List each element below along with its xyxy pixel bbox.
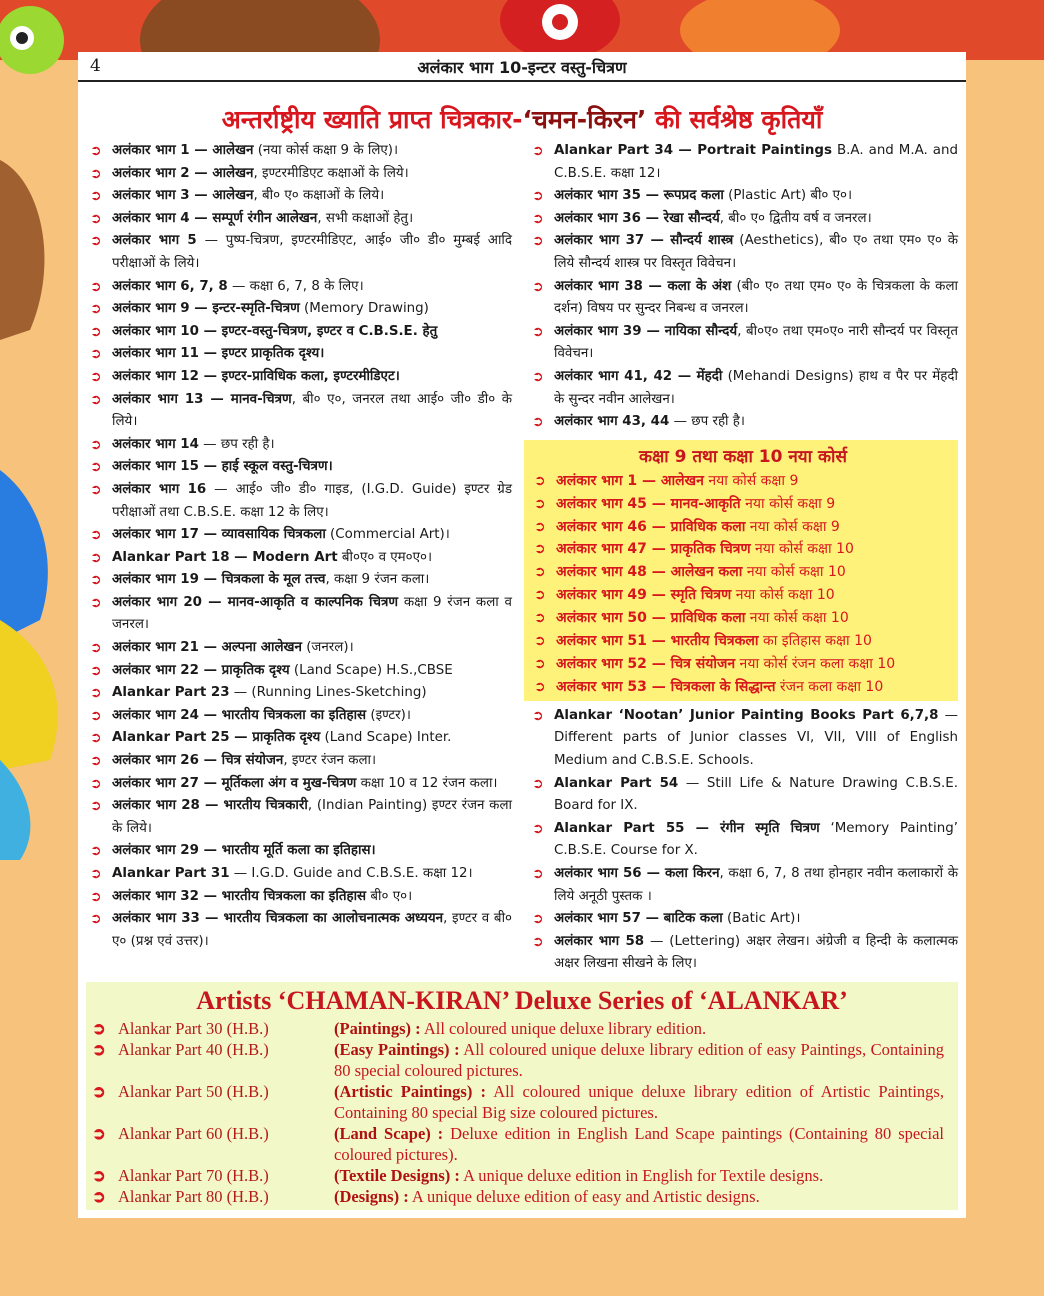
arrow-bullet-icon: ➲ bbox=[90, 188, 102, 205]
arrow-bullet-icon: ➲ bbox=[532, 323, 544, 340]
deluxe-description bbox=[334, 1081, 944, 1123]
arrow-bullet-icon: ➲ bbox=[90, 775, 102, 792]
item-detail: ‘Memory Painting’ C.B.S.E. Course for X. bbox=[554, 820, 959, 859]
deluxe-detail: Deluxe edition in English Land Scape paintings (Containing 80 special coloured pictures). bbox=[334, 1124, 944, 1164]
item-title: अलंकार भाग 20 — मानव-आकृति व काल्पनिक चित्रण bbox=[112, 594, 399, 610]
arrow-bullet-icon: ➲ bbox=[92, 1124, 106, 1143]
arrow-bullet-icon: ➲ bbox=[90, 798, 102, 815]
item-title: अलंकार भाग 35 — रूपप्रद कला bbox=[554, 188, 724, 204]
item-title: अलंकार भाग 28 — भारतीय चित्रकारी bbox=[112, 798, 308, 814]
deluxe-category: (Designs) : bbox=[334, 1187, 409, 1206]
item-detail: — पुष्प-चित्रण, इण्टरमीडिएट, आई० जी० डी० मुम्बई आदि परीक्षाओं के लिये। bbox=[112, 233, 512, 271]
page-title bbox=[78, 102, 966, 136]
item-title: अलंकार भाग 51 — भारतीय चित्रकला bbox=[556, 633, 759, 650]
arrow-bullet-icon: ➲ bbox=[90, 662, 102, 679]
item-title: अलंकार भाग 38 — कला के अंश bbox=[554, 278, 732, 294]
item-title: अलंकार भाग 17 — व्यावसायिक चित्रकला bbox=[112, 527, 326, 543]
deluxe-description bbox=[334, 1123, 944, 1165]
right-column bbox=[530, 140, 958, 976]
deluxe-item bbox=[86, 1165, 958, 1186]
item-detail: (नया कोर्स कक्षा 9 के लिए)। bbox=[253, 143, 399, 158]
item-detail: , (Indian Painting) इण्टर रंजन कला के लिये। bbox=[112, 798, 512, 836]
list-item bbox=[530, 230, 958, 275]
list-item bbox=[532, 584, 954, 607]
list-item bbox=[532, 538, 954, 561]
item-detail: (Commercial Art)। bbox=[325, 527, 450, 543]
item-title: अलंकार भाग 4 — सम्पूर्ण रंगीन आलेखन bbox=[112, 210, 318, 226]
arrow-bullet-icon: ➲ bbox=[92, 1082, 106, 1101]
item-title: अलंकार भाग 33 — भारतीय चित्रकला का आलोचनात्मक अध्ययन bbox=[112, 911, 444, 927]
item-title: अलंकार भाग 46 — प्राविधिक कला bbox=[556, 518, 746, 535]
deluxe-part: Alankar Part 60 (H.B.) bbox=[118, 1124, 269, 1143]
item-title: अलंकार भाग 24 — भारतीय चित्रकला का इतिहास bbox=[112, 707, 367, 723]
item-title: Alankar ‘Nootan’ Junior Painting Books Part 6,7,8 bbox=[554, 707, 939, 723]
page bbox=[78, 52, 966, 1218]
item-detail: , बी० ए० कक्षाओं के लिये। bbox=[253, 188, 385, 204]
arrow-bullet-icon: ➲ bbox=[90, 888, 102, 905]
arrow-bullet-icon: ➲ bbox=[90, 730, 102, 747]
item-title: Alankar Part 55 — रंगीन स्मृति चित्रण bbox=[554, 820, 820, 836]
item-detail: B.A. and M.A. and C.B.S.E. कक्षा 12। bbox=[554, 143, 958, 181]
list-item bbox=[88, 592, 512, 637]
arrow-bullet-icon: ➲ bbox=[90, 753, 102, 770]
list-item bbox=[88, 366, 512, 389]
item-detail: (बी० ए० तथा एम० ए० के चित्रकला के कला दर्शन) विषय पर सुन्दर निबन्ध व जनरल। bbox=[554, 278, 958, 317]
list-item bbox=[88, 840, 512, 863]
list-item bbox=[530, 140, 958, 185]
item-title: अलंकार भाग 41, 42 — मेंहदी bbox=[554, 368, 723, 384]
item-title: अलंकार भाग 14 bbox=[112, 436, 199, 452]
deluxe-description bbox=[334, 1186, 944, 1207]
deluxe-category: (Land Scape) : bbox=[334, 1124, 444, 1143]
new-course-box bbox=[524, 440, 958, 701]
item-title: अलंकार भाग 29 — भारतीय मूर्ति कला का इतिहास। bbox=[112, 843, 376, 859]
item-title: अलंकार भाग 56 — कला किरन bbox=[554, 865, 720, 881]
arrow-bullet-icon: ➲ bbox=[90, 143, 102, 159]
item-title: अलंकार भाग 53 — चित्रकला के सिद्धान्त bbox=[556, 678, 776, 695]
list-item bbox=[530, 185, 958, 208]
deluxe-category: (Artistic Paintings) : bbox=[334, 1082, 486, 1101]
deluxe-part: Alankar Part 80 (H.B.) bbox=[118, 1187, 269, 1206]
deluxe-part: Alankar Part 50 (H.B.) bbox=[118, 1082, 269, 1101]
arrow-bullet-icon: ➲ bbox=[534, 587, 546, 604]
item-title: अलंकार भाग 39 — नायिका सौन्दर्य bbox=[554, 323, 738, 339]
list-item bbox=[88, 479, 512, 524]
item-title: अलंकार भाग 27 — मूर्तिकला अंग व मुख-चित्रण bbox=[112, 775, 357, 791]
item-title: अलंकार भाग 57 — बाटिक कला bbox=[554, 911, 723, 927]
item-title: अलंकार भाग 22 — प्राकृतिक दृश्य bbox=[112, 662, 290, 678]
item-title: Alankar Part 25 — प्राकृतिक दृश्य bbox=[112, 730, 321, 746]
item-title: अलंकार भाग 11 — इण्टर प्राकृतिक दृश्य। bbox=[112, 346, 325, 362]
list-item bbox=[88, 637, 512, 660]
list-item bbox=[88, 524, 512, 547]
item-title: Alankar Part 31 bbox=[112, 866, 230, 881]
list-item bbox=[532, 653, 954, 676]
arrow-bullet-icon: ➲ bbox=[90, 278, 102, 295]
item-detail: बी० ए०। bbox=[366, 888, 413, 904]
item-title: अलंकार भाग 48 — आलेखन कला bbox=[556, 564, 743, 581]
arrow-bullet-icon: ➲ bbox=[90, 594, 102, 611]
list-item bbox=[88, 795, 512, 840]
list-item bbox=[88, 908, 512, 953]
arrow-bullet-icon: ➲ bbox=[90, 640, 102, 657]
item-detail: रंजन कला कक्षा 10 bbox=[775, 678, 884, 695]
list-item bbox=[88, 140, 512, 163]
arrow-bullet-icon: ➲ bbox=[90, 210, 102, 227]
deluxe-part: Alankar Part 70 (H.B.) bbox=[118, 1166, 269, 1185]
item-title: अलंकार भाग 9 — इन्टर-स्मृति-चित्रण bbox=[112, 301, 300, 317]
arrow-bullet-icon: ➲ bbox=[534, 678, 546, 695]
deluxe-item bbox=[86, 1186, 958, 1207]
list-item bbox=[530, 321, 958, 366]
list-item bbox=[88, 163, 512, 186]
arrow-bullet-icon: ➲ bbox=[534, 610, 546, 627]
item-detail: — कक्षा 6, 7, 8 के लिए। bbox=[227, 278, 364, 294]
arrow-bullet-icon: ➲ bbox=[90, 685, 102, 702]
item-title: अलंकार भाग 19 — चित्रकला के मूल तत्त्व bbox=[112, 572, 326, 588]
arrow-bullet-icon: ➲ bbox=[90, 368, 102, 385]
list-item bbox=[88, 276, 512, 299]
item-detail: (इण्टर)। bbox=[366, 707, 411, 723]
list-item bbox=[530, 773, 958, 818]
item-detail: नया कोर्स कक्षा 9 bbox=[703, 472, 799, 489]
list-item bbox=[530, 366, 958, 411]
arrow-bullet-icon: ➲ bbox=[534, 518, 546, 535]
item-title: अलंकार भाग 10 — इण्टर-वस्तु-चित्रण, इण्टर व C.B.S.E. हेतु bbox=[112, 323, 438, 339]
item-detail: (Land Scape) H.S.,CBSE bbox=[289, 662, 453, 678]
arrow-bullet-icon: ➲ bbox=[532, 414, 544, 431]
arrow-bullet-icon: ➲ bbox=[532, 933, 544, 950]
deluxe-item bbox=[86, 1039, 958, 1081]
item-title: अलंकार भाग 1 — आलेखन bbox=[556, 472, 704, 489]
item-detail: — (Running Lines-Sketching) bbox=[229, 685, 427, 701]
list-item bbox=[530, 818, 958, 863]
item-title: अलंकार भाग 36 — रेखा सौन्दर्य bbox=[554, 210, 720, 226]
deluxe-category: (Easy Paintings) : bbox=[334, 1040, 460, 1059]
list-item bbox=[532, 561, 954, 584]
list-item bbox=[532, 676, 954, 699]
list-item bbox=[530, 411, 958, 434]
arrow-bullet-icon: ➲ bbox=[92, 1187, 106, 1206]
item-title: अलंकार भाग 13 — मानव-चित्रण bbox=[112, 391, 292, 407]
item-detail: नया कोर्स कक्षा 10 bbox=[731, 587, 835, 604]
item-detail: — आई० जी० डी० गाइड, (I.G.D. Guide) इण्टर ग्रेड परीक्षाओं तथा C.B.S.E. कक्षा 12 के लिए। bbox=[112, 481, 512, 520]
arrow-bullet-icon: ➲ bbox=[534, 655, 546, 672]
list-item bbox=[532, 607, 954, 630]
item-title: अलंकार भाग 43, 44 bbox=[554, 414, 670, 430]
arrow-bullet-icon: ➲ bbox=[532, 775, 544, 792]
arrow-bullet-icon: ➲ bbox=[90, 843, 102, 860]
arrow-bullet-icon: ➲ bbox=[90, 911, 102, 928]
arrow-bullet-icon: ➲ bbox=[532, 820, 544, 837]
list-item bbox=[88, 682, 512, 705]
item-detail: , बी०ए० तथा एम०ए० नारी सौन्दर्य पर विस्तृत विवेचन। bbox=[554, 323, 958, 362]
arrow-bullet-icon: ➲ bbox=[90, 866, 102, 882]
item-detail: (Batic Art)। bbox=[722, 911, 801, 927]
arrow-bullet-icon: ➲ bbox=[90, 572, 102, 589]
item-title: अलंकार भाग 50 — प्राविधिक कला bbox=[556, 610, 746, 627]
list-item bbox=[532, 516, 954, 539]
list-item bbox=[88, 456, 512, 479]
arrow-bullet-icon: ➲ bbox=[90, 233, 102, 250]
list-item bbox=[88, 343, 512, 366]
deluxe-description bbox=[334, 1018, 944, 1039]
list-item bbox=[88, 886, 512, 909]
item-title: अलंकार भाग 32 — भारतीय चित्रकला का इतिहास bbox=[112, 888, 367, 904]
item-detail: , कक्षा 9 रंजन कला। bbox=[325, 572, 430, 588]
item-detail: — (Lettering) अक्षर लेखन। अंग्रेजी व हिन्दी के कलात्मक अक्षर लिखना सीखने के लिए। bbox=[554, 933, 958, 972]
list-item bbox=[88, 863, 512, 886]
arrow-bullet-icon: ➲ bbox=[532, 188, 544, 205]
deluxe-detail: All coloured unique deluxe library edition of Artistic Paintings, Containing 80 special Big size coloured pictures. bbox=[334, 1082, 944, 1122]
item-title: अलंकार भाग 6, 7, 8 bbox=[112, 278, 228, 294]
item-detail: , इण्टरमीडिएट कक्षाओं के लिये। bbox=[253, 165, 409, 181]
item-detail: नया कोर्स कक्षा 10 bbox=[745, 610, 849, 627]
list-item bbox=[532, 470, 954, 493]
arrow-bullet-icon: ➲ bbox=[534, 564, 546, 581]
list-item bbox=[530, 908, 958, 931]
item-title: Alankar Part 54 bbox=[554, 775, 679, 791]
title-part-2: ‘चमन-किरन’ bbox=[522, 105, 647, 134]
item-detail: का इतिहास कक्षा 10 bbox=[758, 633, 872, 650]
item-title: Alankar Part 34 — Portrait Paintings bbox=[554, 143, 832, 158]
title-part-3: की सर्वश्रेष्ठ कृतियाँ bbox=[646, 105, 823, 134]
list-item bbox=[530, 931, 958, 976]
arrow-bullet-icon: ➲ bbox=[92, 1040, 106, 1059]
list-item bbox=[88, 727, 512, 750]
item-title: अलंकार भाग 52 — चित्र संयोजन bbox=[556, 655, 736, 672]
item-detail: (Aesthetics), बी० ए० तथा एम० ए० के लिये सौन्दर्य शास्त्र पर विस्तृत विवेचन। bbox=[554, 233, 958, 271]
deluxe-item bbox=[86, 1123, 958, 1165]
page-number: 4 bbox=[90, 56, 101, 76]
item-detail: कक्षा 9 रंजन कला व जनरल। bbox=[112, 594, 512, 633]
item-detail: — Different parts of Junior classes VI, VII, VIII of English Medium and C.B.S.E. Schools. bbox=[554, 707, 958, 768]
list-item bbox=[88, 321, 512, 344]
arrow-bullet-icon: ➲ bbox=[90, 459, 102, 476]
item-detail: (Plastic Art) बी० ए०। bbox=[723, 188, 853, 204]
arrow-bullet-icon: ➲ bbox=[534, 633, 546, 650]
arrow-bullet-icon: ➲ bbox=[532, 368, 544, 385]
arrow-bullet-icon: ➲ bbox=[90, 549, 102, 566]
item-title: अलंकार भाग 58 bbox=[554, 933, 645, 949]
list-item bbox=[530, 863, 958, 908]
list-item bbox=[88, 660, 512, 683]
list-item bbox=[532, 630, 954, 653]
list-item bbox=[88, 750, 512, 773]
list-item bbox=[88, 773, 512, 796]
list-item bbox=[532, 493, 954, 516]
item-title: अलंकार भाग 21 — अल्पना आलेखन bbox=[112, 640, 302, 656]
arrow-bullet-icon: ➲ bbox=[532, 143, 544, 159]
deluxe-part: Alankar Part 30 (H.B.) bbox=[118, 1019, 269, 1038]
list-item bbox=[88, 230, 512, 275]
arrow-bullet-icon: ➲ bbox=[90, 346, 102, 363]
arrow-bullet-icon: ➲ bbox=[532, 278, 544, 295]
item-title: अलंकार भाग 3 — आलेखन bbox=[112, 188, 254, 204]
item-detail: (Mehandi Designs) हाथ व पैर पर मेंहदी के सुन्दर नवीन आलेखन। bbox=[554, 368, 958, 407]
item-detail: , बी० ए०, जनरल तथा आई० जी० डी० के लिये। bbox=[112, 391, 512, 430]
item-detail: , इण्टर रंजन कला। bbox=[283, 753, 377, 769]
item-detail: (Memory Drawing) bbox=[299, 301, 429, 317]
list-item bbox=[530, 276, 958, 321]
item-detail: बी०ए० व एम०ए०। bbox=[337, 549, 433, 565]
item-detail: नया कोर्स कक्षा 9 bbox=[740, 495, 836, 512]
list-item bbox=[530, 705, 958, 773]
arrow-bullet-icon: ➲ bbox=[90, 391, 102, 408]
arrow-bullet-icon: ➲ bbox=[90, 707, 102, 724]
arrow-bullet-icon: ➲ bbox=[532, 233, 544, 250]
item-detail: , सभी कक्षाओं हेतु। bbox=[317, 210, 414, 226]
item-title: अलंकार भाग 45 — मानव-आकृति bbox=[556, 495, 741, 512]
deluxe-series-box bbox=[86, 982, 958, 1210]
list-item bbox=[88, 389, 512, 434]
item-detail: कक्षा 10 व 12 रंजन कला। bbox=[356, 775, 498, 791]
list-item bbox=[88, 208, 512, 231]
arrow-bullet-icon: ➲ bbox=[532, 911, 544, 928]
arrow-bullet-icon: ➲ bbox=[532, 210, 544, 227]
list-item bbox=[88, 434, 512, 457]
header-title: अलंकार भाग 10-इन्टर वस्तु-चित्रण bbox=[417, 58, 627, 77]
item-title: अलंकार भाग 2 — आलेखन bbox=[112, 165, 254, 181]
title-part-1: अन्तर्राष्ट्रीय ख्याति प्राप्त चित्रकार- bbox=[221, 105, 523, 134]
arrow-bullet-icon: ➲ bbox=[534, 495, 546, 512]
item-title: अलंकार भाग 5 bbox=[112, 233, 197, 249]
item-detail: — छप रही है। bbox=[198, 436, 275, 452]
deluxe-item bbox=[86, 1018, 958, 1039]
deluxe-category: (Paintings) : bbox=[334, 1019, 421, 1038]
new-course-title: कक्षा 9 तथा कक्षा 10 नया कोर्स bbox=[639, 446, 847, 467]
deluxe-description bbox=[334, 1039, 944, 1081]
item-detail: नया कोर्स कक्षा 10 bbox=[750, 541, 854, 558]
item-detail: , कक्षा 6, 7, 8 तथा होनहार नवीन कलाकारों के लिये अनूठी पुस्तक । bbox=[554, 865, 958, 904]
item-title: अलंकार भाग 1 — आलेखन bbox=[112, 143, 254, 158]
arrow-bullet-icon: ➲ bbox=[92, 1019, 106, 1038]
arrow-bullet-icon: ➲ bbox=[92, 1166, 106, 1185]
left-column bbox=[88, 140, 512, 953]
list-item bbox=[88, 185, 512, 208]
item-detail: (Land Scape) Inter. bbox=[320, 730, 452, 746]
deluxe-description bbox=[334, 1165, 944, 1186]
item-detail: (जनरल)। bbox=[301, 640, 354, 656]
item-detail: , बी० ए० द्वितीय वर्ष व जनरल। bbox=[719, 210, 872, 226]
arrow-bullet-icon: ➲ bbox=[532, 865, 544, 882]
item-title: अलंकार भाग 26 — चित्र संयोजन bbox=[112, 753, 284, 769]
item-title: Alankar Part 18 — Modern Art bbox=[112, 549, 338, 565]
item-title: अलंकार भाग 15 — हाई स्कूल वस्तु-चित्रण। bbox=[112, 459, 333, 475]
item-title: अलंकार भाग 37 — सौन्दर्य शास्त्र bbox=[554, 233, 734, 249]
list-item bbox=[88, 298, 512, 321]
item-detail: नया कोर्स रंजन कला कक्षा 10 bbox=[735, 655, 896, 672]
arrow-bullet-icon: ➲ bbox=[534, 541, 546, 558]
arrow-bullet-icon: ➲ bbox=[90, 301, 102, 318]
list-item bbox=[530, 208, 958, 231]
deluxe-detail: All coloured unique deluxe library edition. bbox=[420, 1019, 707, 1038]
deluxe-item bbox=[86, 1081, 958, 1123]
arrow-bullet-icon: ➲ bbox=[90, 481, 102, 498]
item-detail: नया कोर्स कक्षा 10 bbox=[742, 564, 846, 581]
item-detail: नया कोर्स कक्षा 9 bbox=[745, 518, 840, 535]
item-title: Alankar Part 23 bbox=[112, 685, 230, 701]
arrow-bullet-icon: ➲ bbox=[90, 165, 102, 182]
item-detail: — I.G.D. Guide and C.B.S.E. कक्षा 12। bbox=[229, 866, 473, 881]
item-title: अलंकार भाग 12 — इण्टर-प्राविधिक कला, इण्टरमीडिएट। bbox=[112, 368, 400, 384]
item-detail: — Still Life & Nature Drawing C.B.S.E. Board for IX. bbox=[554, 775, 958, 814]
arrow-bullet-icon: ➲ bbox=[90, 323, 102, 340]
list-item bbox=[88, 705, 512, 728]
page-header bbox=[78, 52, 966, 82]
deluxe-part: Alankar Part 40 (H.B.) bbox=[118, 1040, 269, 1059]
deluxe-category: (Textile Designs) : bbox=[334, 1166, 460, 1185]
arrow-bullet-icon: ➲ bbox=[90, 436, 102, 453]
arrow-bullet-icon: ➲ bbox=[90, 527, 102, 544]
deluxe-detail: A unique deluxe edition of easy and Artistic designs. bbox=[408, 1187, 760, 1206]
item-title: अलंकार भाग 16 bbox=[112, 481, 207, 497]
item-title: अलंकार भाग 49 — स्मृति चित्रण bbox=[556, 587, 732, 604]
item-detail: — छप रही है। bbox=[669, 414, 745, 430]
arrow-bullet-icon: ➲ bbox=[532, 707, 544, 724]
arrow-bullet-icon: ➲ bbox=[534, 472, 546, 489]
list-item bbox=[88, 547, 512, 570]
item-detail: , इण्टर व बी० ए० (प्रश्न एवं उत्तर)। bbox=[112, 911, 513, 949]
deluxe-title: Artists ‘CHAMAN-KIRAN’ Deluxe Series of ‘ALANKAR’ bbox=[196, 986, 848, 1015]
item-title: अलंकार भाग 47 — प्राकृतिक चित्रण bbox=[556, 541, 751, 558]
deluxe-detail: All coloured unique deluxe library edition of easy Paintings, Containing 80 special coloured pictures. bbox=[334, 1040, 944, 1080]
list-item bbox=[88, 569, 512, 592]
deluxe-detail: A unique deluxe edition in English for Textile designs. bbox=[459, 1166, 824, 1185]
